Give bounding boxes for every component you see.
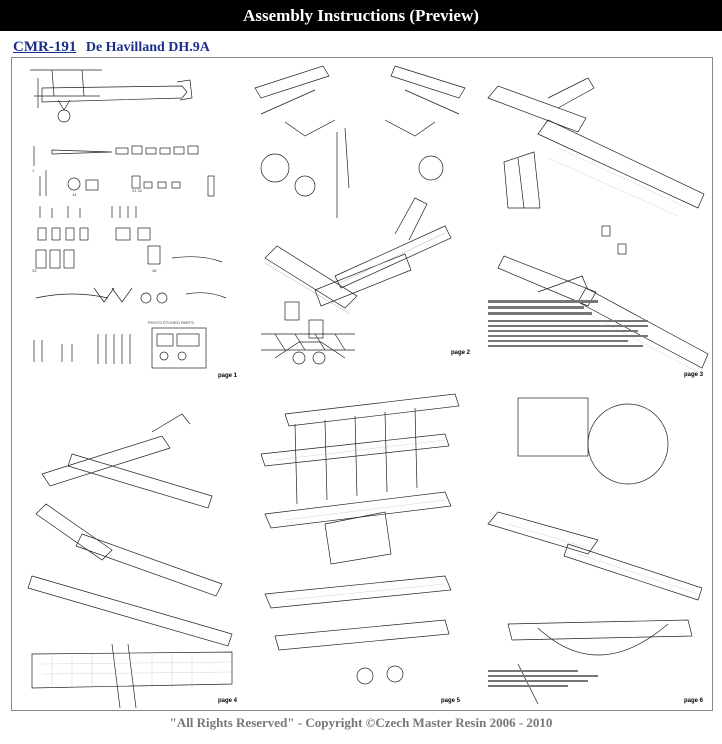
svg-text:33: 33	[32, 268, 37, 273]
svg-text:14: 14	[72, 192, 77, 197]
page-number: page 1	[218, 373, 238, 379]
page-number: page 3	[684, 372, 704, 378]
page-header	[0, 0, 722, 31]
page-number: page 4	[218, 698, 238, 704]
parts-diagram	[12, 58, 243, 382]
svg-text:1: 1	[32, 168, 35, 173]
svg-text:48: 48	[152, 268, 157, 273]
instruction-page-6	[478, 384, 709, 708]
assembly-diagram	[12, 384, 243, 708]
instruction-page-2	[245, 58, 476, 382]
svg-text:31 32: 31 32	[132, 188, 143, 193]
product-code-link[interactable]: CMR-191	[13, 39, 77, 55]
instruction-sheet-image	[11, 57, 713, 711]
svg-text:PHOTO ETCHED PARTS: PHOTO ETCHED PARTS	[148, 320, 194, 325]
assembly-diagram	[245, 58, 476, 382]
assembly-diagram	[478, 384, 709, 708]
product-heading	[13, 39, 210, 56]
page-number: page 2	[451, 350, 471, 356]
instruction-page-3	[478, 58, 709, 382]
assembly-diagram	[245, 384, 476, 708]
page-number: page 6	[684, 698, 704, 704]
instruction-page-4	[12, 384, 243, 708]
instruction-page-5	[245, 384, 476, 708]
instruction-page-1	[12, 58, 243, 382]
page-number: page 5	[441, 698, 461, 704]
assembly-diagram	[478, 58, 709, 382]
copyright-footer: "All Rights Reserved" - Copyright ©Czech Master Resin 2006 - 2010	[169, 715, 553, 730]
product-name: De Havilland DH.9A	[85, 40, 210, 55]
page-title: Assembly Instructions (Preview)	[243, 6, 479, 25]
